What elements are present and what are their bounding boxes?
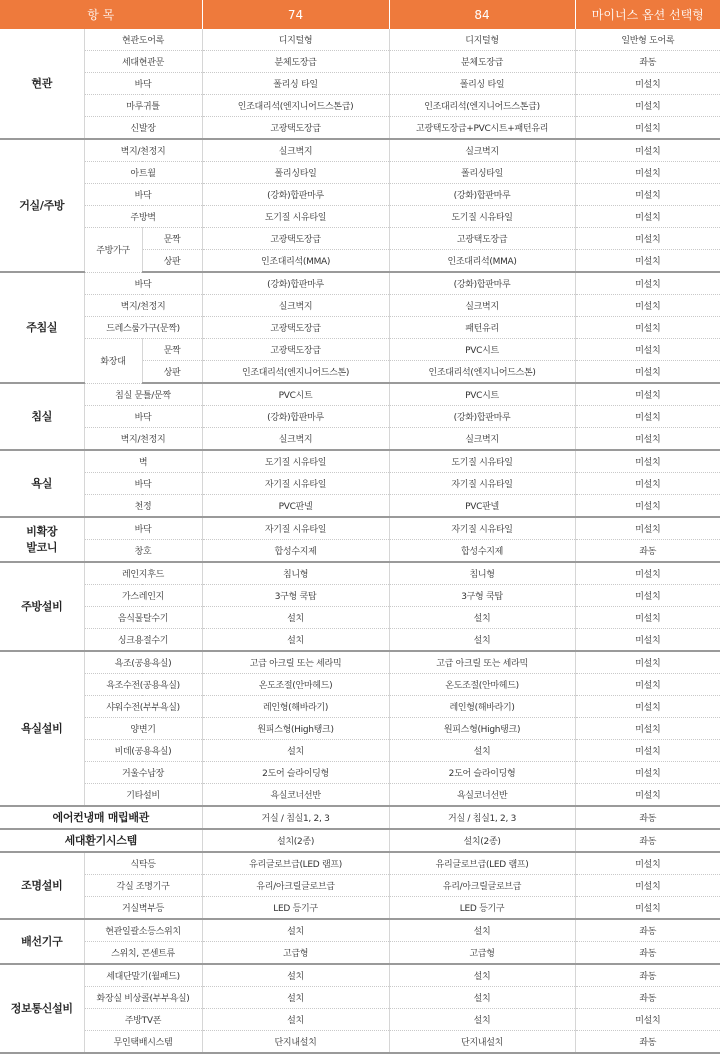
option-cell: 미설치 xyxy=(575,1009,720,1031)
sub-item-cell: 상판 xyxy=(142,361,202,384)
option-cell: 미설치 xyxy=(575,162,720,184)
table-row xyxy=(0,317,720,339)
item-cell: 마루귀틀 xyxy=(84,95,202,117)
value-74-cell: 설치 xyxy=(202,1009,389,1031)
item-cell: 주방가구 xyxy=(84,228,142,273)
table-row xyxy=(0,585,720,607)
table-row xyxy=(0,562,720,585)
item-cell: 샤워수전(부부욕실) xyxy=(84,696,202,718)
value-74-cell: 2도어 슬라이딩형 xyxy=(202,762,389,784)
value-84-cell: (강화)합판마루 xyxy=(389,184,575,206)
item-cell: 바닥 xyxy=(84,473,202,495)
table-row xyxy=(0,51,720,73)
header-84: 84 xyxy=(389,0,575,29)
value-84-cell: 패턴유리 xyxy=(389,317,575,339)
value-84-cell: 3구형 쿡탑 xyxy=(389,585,575,607)
item-cell: 화장실 비상콜(부부욕실) xyxy=(84,987,202,1009)
table-row xyxy=(0,852,720,875)
value-84-cell: 침니형 xyxy=(389,562,575,585)
option-cell: 미설치 xyxy=(575,383,720,406)
header-option: 마이너스 옵션 선택형 xyxy=(575,0,720,29)
option-cell: 미설치 xyxy=(575,406,720,428)
option-cell: 미설치 xyxy=(575,339,720,361)
option-cell: 미설치 xyxy=(575,740,720,762)
value-84-cell: 폴리싱 타일 xyxy=(389,73,575,95)
option-cell: 미설치 xyxy=(575,228,720,250)
table-row xyxy=(0,540,720,563)
value-74-cell: 분체도장급 xyxy=(202,51,389,73)
value-84-cell: 고급 아크릴 또는 세라믹 xyxy=(389,651,575,674)
option-cell: 미설치 xyxy=(575,495,720,518)
option-cell: 미설치 xyxy=(575,629,720,652)
table-row xyxy=(0,875,720,897)
item-cell: 화장대 xyxy=(84,339,142,384)
value-84-cell: 유리글로브급(LED 램프) xyxy=(389,852,575,875)
item-cell: 바닥 xyxy=(84,272,202,295)
table-row xyxy=(0,206,720,228)
option-cell: 미설치 xyxy=(575,450,720,473)
value-84-cell: (강화)합판마루 xyxy=(389,272,575,295)
value-74-cell: 욕실코너선반 xyxy=(202,784,389,807)
value-74-cell: (강화)합판마루 xyxy=(202,272,389,295)
option-cell: 미설치 xyxy=(575,139,720,162)
value-74-cell: 설치 xyxy=(202,629,389,652)
value-74-cell: PVC판넬 xyxy=(202,495,389,518)
table-row xyxy=(0,987,720,1009)
value-84-cell: 유리/아크릴글로브급 xyxy=(389,875,575,897)
option-cell: 미설치 xyxy=(575,517,720,540)
option-cell: 미설치 xyxy=(575,206,720,228)
item-cell: 기타설비 xyxy=(84,784,202,807)
option-cell: 미설치 xyxy=(575,784,720,807)
item-cell: 스위치, 콘센트류 xyxy=(84,942,202,965)
item-cell: 비데(공용욕실) xyxy=(84,740,202,762)
value-74-cell: 레인형(해바라기) xyxy=(202,696,389,718)
value-84-cell: PVC판넬 xyxy=(389,495,575,518)
item-cell: 벽지/천정지 xyxy=(84,428,202,451)
category-cell: 주침실 xyxy=(0,272,84,383)
value-74-cell: PVC시트 xyxy=(202,383,389,406)
value-84-cell: 설치 xyxy=(389,919,575,942)
value-74-cell: 온도조절(안마헤드) xyxy=(202,674,389,696)
table-row xyxy=(0,964,720,987)
item-cell: 레인지후드 xyxy=(84,562,202,585)
item-cell: 가스레인지 xyxy=(84,585,202,607)
option-cell: 미설치 xyxy=(575,607,720,629)
item-cell: 벽지/천정지 xyxy=(84,295,202,317)
value-84-cell: 고광택도장급 xyxy=(389,228,575,250)
item-cell: 욕조수전(공용욕실) xyxy=(84,674,202,696)
table-row xyxy=(0,383,720,406)
value-74-cell: 3구형 쿡탑 xyxy=(202,585,389,607)
item-cell: 바닥 xyxy=(84,517,202,540)
category-cell: 주방설비 xyxy=(0,562,84,651)
value-74-cell: 도기질 시유타일 xyxy=(202,450,389,473)
item-cell: 거울수납장 xyxy=(84,762,202,784)
table-row xyxy=(0,919,720,942)
table-row xyxy=(0,95,720,117)
option-cell: 좌동 xyxy=(575,942,720,965)
value-74-cell: 인조대리석(엔지니어드스톤급) xyxy=(202,95,389,117)
value-74-cell: 합성수지제 xyxy=(202,540,389,563)
value-84-cell: 자기질 시유타일 xyxy=(389,517,575,540)
value-84-cell: 설치 xyxy=(389,987,575,1009)
value-84-cell: PVC시트 xyxy=(389,339,575,361)
value-74-cell: (강화)합판마루 xyxy=(202,184,389,206)
option-cell: 미설치 xyxy=(575,762,720,784)
value-84-cell: 설치(2종) xyxy=(389,829,575,852)
value-84-cell: 자기질 시유타일 xyxy=(389,473,575,495)
option-cell: 미설치 xyxy=(575,875,720,897)
table-row xyxy=(0,762,720,784)
option-cell: 좌동 xyxy=(575,987,720,1009)
value-74-cell: 폴리싱타일 xyxy=(202,162,389,184)
option-cell: 미설치 xyxy=(575,317,720,339)
value-74-cell: 설치 xyxy=(202,987,389,1009)
value-84-cell: 설치 xyxy=(389,629,575,652)
value-74-cell: 실크벽지 xyxy=(202,295,389,317)
table-row xyxy=(0,295,720,317)
option-cell: 미설치 xyxy=(575,696,720,718)
value-74-cell: 디지털형 xyxy=(202,29,389,51)
category-cell: 욕실설비 xyxy=(0,651,84,806)
table-row xyxy=(0,718,720,740)
value-84-cell: 욕실코너선반 xyxy=(389,784,575,807)
value-74-cell: 인조대리석(MMA) xyxy=(202,250,389,273)
item-cell: 주방벽 xyxy=(84,206,202,228)
category-cell: 정보통신설비 xyxy=(0,964,84,1053)
category-cell: 비확장 발코니 xyxy=(0,517,84,562)
header-item: 항 목 xyxy=(0,0,202,29)
item-cell: 신발장 xyxy=(84,117,202,140)
value-74-cell: 고광택도장급 xyxy=(202,117,389,140)
table-row xyxy=(0,339,720,361)
sub-item-cell: 문짝 xyxy=(142,339,202,361)
value-84-cell: LED 등기구 xyxy=(389,897,575,920)
value-74-cell: 인조대리석(엔지니어드스톤) xyxy=(202,361,389,384)
value-74-cell: 실크벽지 xyxy=(202,428,389,451)
option-cell: 좌동 xyxy=(575,919,720,942)
value-84-cell: 분체도장급 xyxy=(389,51,575,73)
item-cell: 바닥 xyxy=(84,73,202,95)
table-row xyxy=(0,784,720,807)
value-84-cell: PVC시트 xyxy=(389,383,575,406)
value-74-cell: 실크벽지 xyxy=(202,139,389,162)
option-cell: 미설치 xyxy=(575,272,720,295)
value-74-cell: 폴리싱 타일 xyxy=(202,73,389,95)
value-84-cell: 폴리싱타일 xyxy=(389,162,575,184)
table-row xyxy=(0,473,720,495)
table-row xyxy=(0,139,720,162)
value-84-cell: 인조대리석(MMA) xyxy=(389,250,575,273)
value-74-cell: 설치 xyxy=(202,607,389,629)
item-cell: 드레스룸가구(문짝) xyxy=(84,317,202,339)
category-cell: 배선기구 xyxy=(0,919,84,964)
value-84-cell: 설치 xyxy=(389,607,575,629)
header-74: 74 xyxy=(202,0,389,29)
value-84-cell: 인조대리석(엔지니어드스톤급) xyxy=(389,95,575,117)
value-84-cell: 인조대리석(엔지니어드스톤) xyxy=(389,361,575,384)
item-cell: 무인택배시스템 xyxy=(84,1031,202,1054)
item-cell: 음식물탈수기 xyxy=(84,607,202,629)
value-84-cell: 원피스형(High탱크) xyxy=(389,718,575,740)
item-cell: 양변기 xyxy=(84,718,202,740)
item-cell: 침실 문틀/문짝 xyxy=(84,383,202,406)
table-row xyxy=(0,406,720,428)
option-cell: 미설치 xyxy=(575,852,720,875)
option-cell: 미설치 xyxy=(575,585,720,607)
category-cell: 세대환기시스템 xyxy=(0,829,202,852)
value-74-cell: 침니형 xyxy=(202,562,389,585)
value-74-cell: 고광택도장급 xyxy=(202,228,389,250)
header-row xyxy=(0,0,720,29)
value-74-cell: 설치 xyxy=(202,919,389,942)
category-cell: 침실 xyxy=(0,383,84,450)
item-cell: 아트월 xyxy=(84,162,202,184)
sub-item-cell: 상판 xyxy=(142,250,202,273)
table-row xyxy=(0,674,720,696)
sub-item-cell: 문짝 xyxy=(142,228,202,250)
option-cell: 좌동 xyxy=(575,51,720,73)
value-84-cell: 실크벽지 xyxy=(389,295,575,317)
value-74-cell: 자기질 시유타일 xyxy=(202,517,389,540)
item-cell: 벽 xyxy=(84,450,202,473)
item-cell: 싱크용절수기 xyxy=(84,629,202,652)
value-74-cell: 도기질 시유타일 xyxy=(202,206,389,228)
item-cell: 벽지/천정지 xyxy=(84,139,202,162)
option-cell: 미설치 xyxy=(575,897,720,920)
table-row xyxy=(0,651,720,674)
option-cell: 좌동 xyxy=(575,540,720,563)
value-84-cell: 단지내설치 xyxy=(389,1031,575,1054)
item-cell: 거실벽부등 xyxy=(84,897,202,920)
option-cell: 미설치 xyxy=(575,184,720,206)
item-cell: 현관일괄소등스위치 xyxy=(84,919,202,942)
item-cell: 욕조(공용욕실) xyxy=(84,651,202,674)
table-row xyxy=(0,1031,720,1054)
table-row xyxy=(0,495,720,518)
option-cell: 일반형 도어록 xyxy=(575,29,720,51)
value-74-cell: 유리글로브급(LED 램프) xyxy=(202,852,389,875)
category-cell: 욕실 xyxy=(0,450,84,517)
item-cell: 바닥 xyxy=(84,406,202,428)
category-cell: 에어컨냉매 매립배관 xyxy=(0,806,202,829)
table-row xyxy=(0,740,720,762)
option-cell: 좌동 xyxy=(575,1031,720,1054)
option-cell: 미설치 xyxy=(575,117,720,140)
table-row xyxy=(0,517,720,540)
table-row xyxy=(0,897,720,920)
option-cell: 미설치 xyxy=(575,73,720,95)
value-74-cell: 단지내설치 xyxy=(202,1031,389,1054)
value-74-cell: 고광택도장급 xyxy=(202,317,389,339)
value-74-cell: 설치(2종) xyxy=(202,829,389,852)
table-row xyxy=(0,272,720,295)
option-cell: 미설치 xyxy=(575,651,720,674)
table-row xyxy=(0,73,720,95)
value-84-cell: 고광택도장급+PVC시트+패턴유리 xyxy=(389,117,575,140)
table-row xyxy=(0,184,720,206)
item-cell: 주방TV폰 xyxy=(84,1009,202,1031)
value-74-cell: 설치 xyxy=(202,964,389,987)
item-cell: 천정 xyxy=(84,495,202,518)
value-74-cell: 고급형 xyxy=(202,942,389,965)
value-74-cell: 자기질 시유타일 xyxy=(202,473,389,495)
option-cell: 미설치 xyxy=(575,473,720,495)
value-84-cell: 설치 xyxy=(389,1009,575,1031)
table-row xyxy=(0,806,720,829)
item-cell: 창호 xyxy=(84,540,202,563)
category-cell: 조명설비 xyxy=(0,852,84,919)
option-cell: 좌동 xyxy=(575,829,720,852)
value-84-cell: 합성수지제 xyxy=(389,540,575,563)
value-84-cell: (강화)합판마루 xyxy=(389,406,575,428)
value-74-cell: 고광택도장급 xyxy=(202,339,389,361)
option-cell: 미설치 xyxy=(575,718,720,740)
option-cell: 좌동 xyxy=(575,964,720,987)
table-row xyxy=(0,428,720,451)
option-cell: 미설치 xyxy=(575,562,720,585)
table-row xyxy=(0,696,720,718)
value-84-cell: 도기질 시유타일 xyxy=(389,450,575,473)
table-row xyxy=(0,117,720,140)
value-74-cell: 거실 / 침실1, 2, 3 xyxy=(202,806,389,829)
value-84-cell: 도기질 시유타일 xyxy=(389,206,575,228)
option-cell: 미설치 xyxy=(575,361,720,384)
table-row xyxy=(0,829,720,852)
category-cell: 현관 xyxy=(0,29,84,139)
value-84-cell: 설치 xyxy=(389,740,575,762)
value-74-cell: 유리/아크릴글로브급 xyxy=(202,875,389,897)
table-row xyxy=(0,450,720,473)
item-cell: 세대현관문 xyxy=(84,51,202,73)
value-74-cell: 원피스형(High탱크) xyxy=(202,718,389,740)
table-row xyxy=(0,228,720,250)
table-body xyxy=(0,29,720,1053)
item-cell: 식탁등 xyxy=(84,852,202,875)
value-84-cell: 거실 / 침실1, 2, 3 xyxy=(389,806,575,829)
table-row xyxy=(0,942,720,965)
value-84-cell: 디지털형 xyxy=(389,29,575,51)
value-84-cell: 설치 xyxy=(389,964,575,987)
value-74-cell: 고급 아크릴 또는 세라믹 xyxy=(202,651,389,674)
table-row xyxy=(0,162,720,184)
option-cell: 미설치 xyxy=(575,674,720,696)
item-cell: 세대단말기(월패드) xyxy=(84,964,202,987)
option-cell: 미설치 xyxy=(575,428,720,451)
item-cell: 각실 조명기구 xyxy=(84,875,202,897)
item-cell: 현관도어록 xyxy=(84,29,202,51)
table-row xyxy=(0,607,720,629)
value-84-cell: 실크벽지 xyxy=(389,139,575,162)
value-74-cell: (강화)합판마루 xyxy=(202,406,389,428)
table-row xyxy=(0,29,720,51)
item-cell: 바닥 xyxy=(84,184,202,206)
table-row xyxy=(0,1009,720,1031)
value-74-cell: LED 등기구 xyxy=(202,897,389,920)
option-cell: 좌동 xyxy=(575,806,720,829)
value-74-cell: 설치 xyxy=(202,740,389,762)
table-row xyxy=(0,629,720,652)
value-84-cell: 2도어 슬라이딩형 xyxy=(389,762,575,784)
value-84-cell: 온도조절(안마헤드) xyxy=(389,674,575,696)
value-84-cell: 실크벽지 xyxy=(389,428,575,451)
option-cell: 미설치 xyxy=(575,250,720,273)
option-cell: 미설치 xyxy=(575,95,720,117)
category-cell: 거실/주방 xyxy=(0,139,84,272)
value-84-cell: 레인형(해바라기) xyxy=(389,696,575,718)
value-84-cell: 고급형 xyxy=(389,942,575,965)
option-cell: 미설치 xyxy=(575,295,720,317)
